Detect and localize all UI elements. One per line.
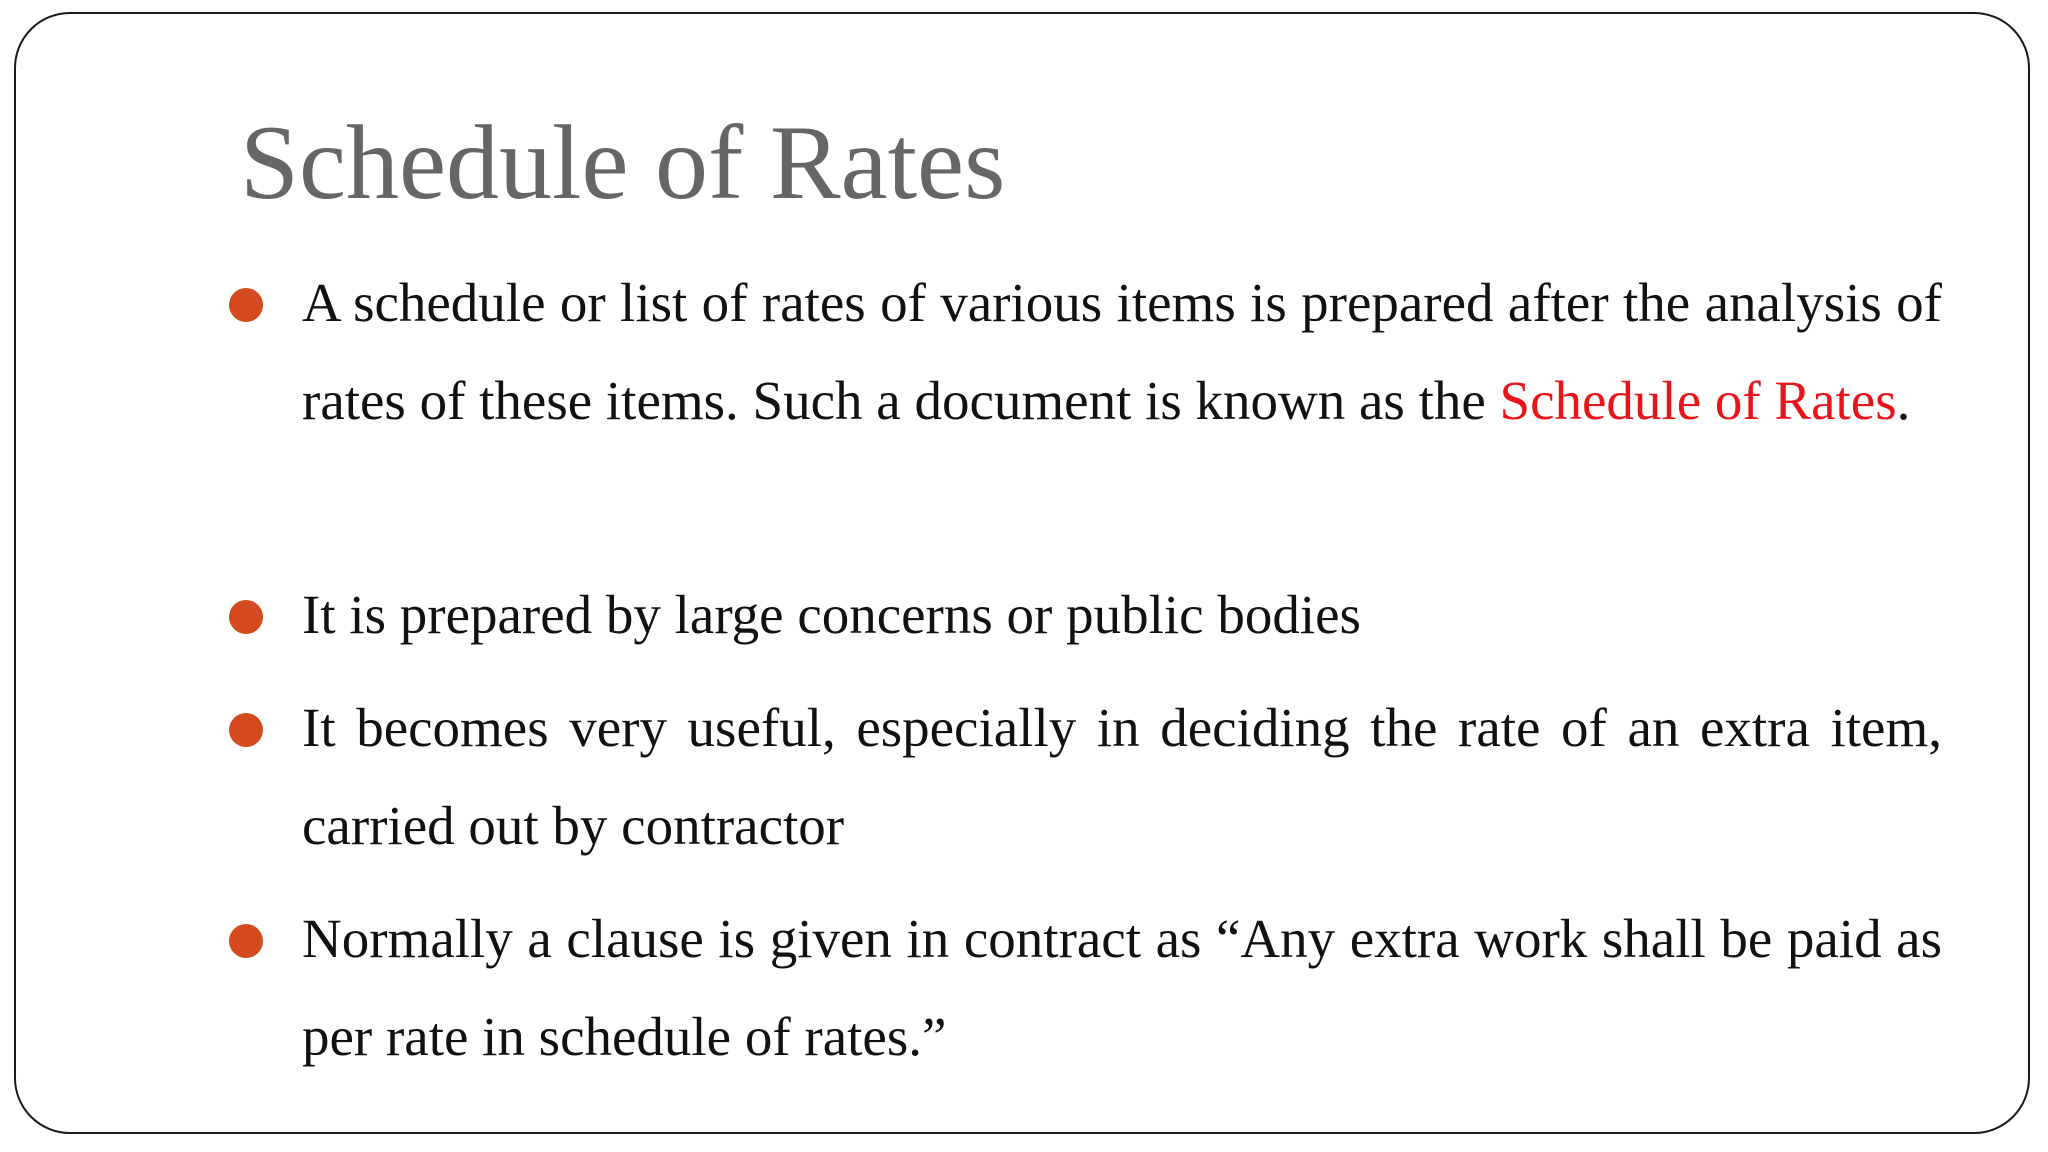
highlight-term: Schedule of Rates xyxy=(1499,370,1897,431)
bullet-1-text: A schedule or list of rates of various items is prepared after the analysis of rates of these items. Such a document is known as the xyxy=(302,272,1942,431)
bullet-item-3 xyxy=(302,679,1942,875)
bullet-item-2 xyxy=(302,566,1942,664)
bullet-item-4 xyxy=(302,890,1942,1086)
bullet-2-text: It is prepared by large concerns or public bodies xyxy=(302,584,1361,645)
bullet-dot-icon xyxy=(229,600,263,634)
bullet-dot-icon xyxy=(229,924,263,958)
slide-title: Schedule of Rates xyxy=(240,104,1006,221)
slide-frame xyxy=(14,12,2030,1134)
bullet-dot-icon xyxy=(229,713,263,747)
bullet-item-1 xyxy=(302,254,1942,450)
bullet-dot-icon xyxy=(229,288,263,322)
bullet-1-text-end: . xyxy=(1896,370,1911,431)
bullet-list xyxy=(16,14,2028,1132)
bullet-3-text: It becomes very useful, especially in deciding the rate of an extra item, carried out by contractor xyxy=(302,697,1942,856)
bullet-4-text: Normally a clause is given in contract as “Any extra work shall be paid as per rate in schedule of rates.” xyxy=(302,908,1942,1067)
